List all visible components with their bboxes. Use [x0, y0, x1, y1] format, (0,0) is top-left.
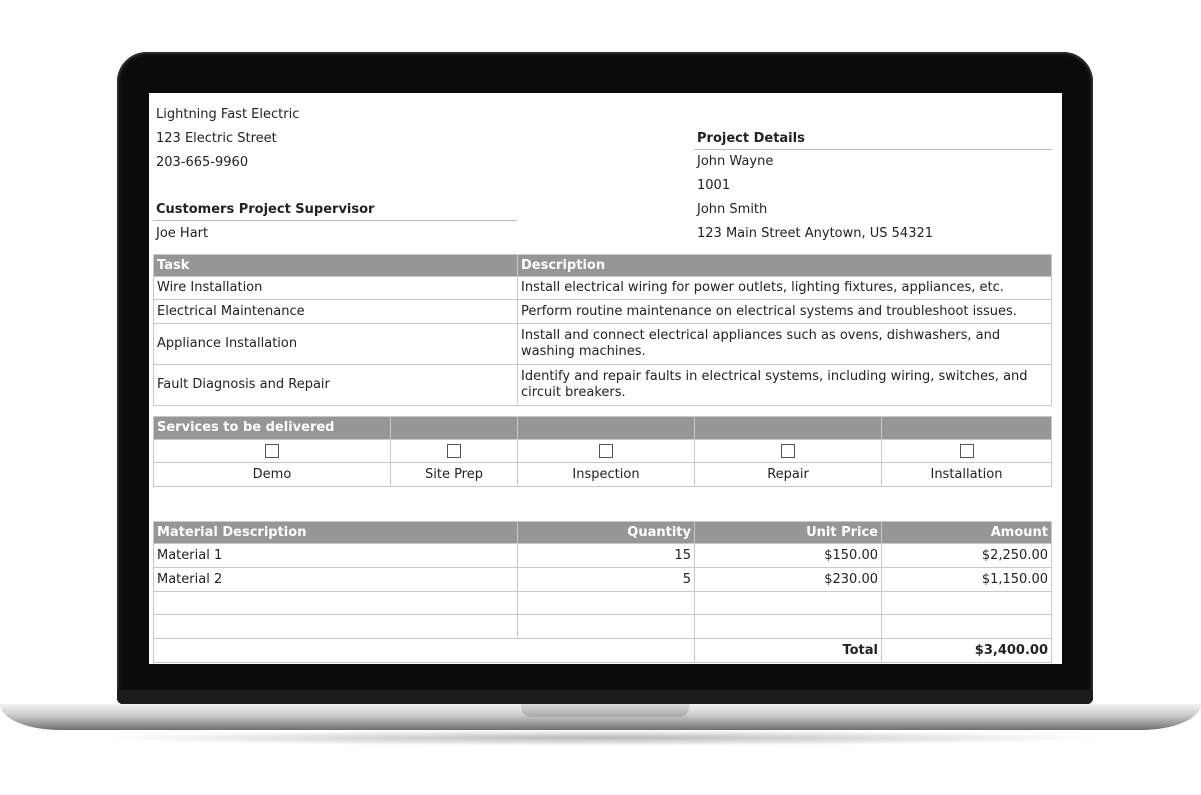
supervisor-name: Joe Hart [156, 226, 209, 241]
unit-price-header: Unit Price [695, 522, 882, 544]
checkbox-cell [695, 440, 882, 463]
service-label: Demo [154, 463, 391, 487]
task-cell: Fault Diagnosis and Repair [154, 365, 518, 406]
task-header: Task [154, 255, 518, 277]
table-row-empty [154, 592, 1052, 615]
description-cell: Install electrical wiring for power outlets, lighting fixtures, appliances, etc. [518, 277, 1052, 300]
checkbox-cell [154, 440, 391, 463]
service-label: Repair [695, 463, 882, 487]
services-header-blank [882, 417, 1052, 440]
table-row [154, 568, 1052, 592]
services-header-blank [391, 417, 518, 440]
table-row [154, 300, 1052, 324]
service-demo-checkbox[interactable] [265, 444, 279, 458]
material-description-cell: Material 2 [154, 568, 518, 592]
description-cell: Perform routine maintenance on electrical systems and troubleshoot issues. [518, 300, 1052, 324]
company-phone: 203-665-9960 [156, 155, 249, 170]
description-cell: Identify and repair faults in electrical systems, including wiring, switches, and circuit breakers. [518, 365, 1052, 406]
project-number: 1001 [697, 178, 731, 193]
project-rule [694, 149, 1052, 150]
material-description-header: Material Description [154, 522, 518, 544]
service-label: Installation [882, 463, 1052, 487]
table-row [154, 365, 1052, 406]
company-address: 123 Electric Street [156, 131, 277, 146]
materials-table [153, 521, 1052, 663]
quantity-cell: 5 [518, 568, 695, 592]
project-customer: John Wayne [697, 154, 774, 169]
services-header-blank [518, 417, 695, 440]
company-name: Lightning Fast Electric [156, 107, 300, 122]
supervisor-heading: Customers Project Supervisor [156, 202, 375, 217]
service-installation-checkbox[interactable] [960, 444, 974, 458]
table-row [154, 324, 1052, 365]
checkbox-row [154, 440, 1052, 463]
table-row [154, 277, 1052, 300]
checkbox-cell [882, 440, 1052, 463]
project-heading: Project Details [697, 131, 805, 146]
services-table [153, 416, 1052, 487]
screen [149, 93, 1062, 664]
table-row-empty [154, 615, 1052, 639]
laptop-lid-notch [521, 704, 689, 717]
unit-price-cell: $230.00 [695, 568, 882, 592]
project-contact: John Smith [697, 202, 768, 217]
services-header-blank [695, 417, 882, 440]
service-repair-checkbox[interactable] [781, 444, 795, 458]
amount-header: Amount [882, 522, 1052, 544]
service-site-prep-checkbox[interactable] [447, 444, 461, 458]
task-cell: Electrical Maintenance [154, 300, 518, 324]
quantity-header: Quantity [518, 522, 695, 544]
task-cell: Wire Installation [154, 277, 518, 300]
task-table [153, 254, 1052, 406]
service-label: Site Prep [391, 463, 518, 487]
total-label: Total [695, 639, 882, 663]
services-header: Services to be delivered [154, 417, 391, 440]
amount-cell: $1,150.00 [882, 568, 1052, 592]
unit-price-cell: $150.00 [695, 544, 882, 568]
service-label: Inspection [518, 463, 695, 487]
total-value: $3,400.00 [882, 639, 1052, 663]
project-address: 123 Main Street Anytown, US 54321 [697, 226, 934, 241]
table-row [154, 544, 1052, 568]
task-cell: Appliance Installation [154, 324, 518, 365]
checkbox-cell [391, 440, 518, 463]
quantity-cell: 15 [518, 544, 695, 568]
total-row [154, 639, 1052, 663]
service-inspection-checkbox[interactable] [599, 444, 613, 458]
description-header: Description [518, 255, 1052, 277]
description-cell: Install and connect electrical appliances such as ovens, dishwashers, and washing machines. [518, 324, 1052, 365]
supervisor-rule [153, 220, 517, 221]
laptop-shadow [90, 730, 1111, 746]
laptop-bezel-chin [117, 690, 1093, 704]
label-row [154, 463, 1052, 487]
material-description-cell: Material 1 [154, 544, 518, 568]
checkbox-cell [518, 440, 695, 463]
amount-cell: $2,250.00 [882, 544, 1052, 568]
